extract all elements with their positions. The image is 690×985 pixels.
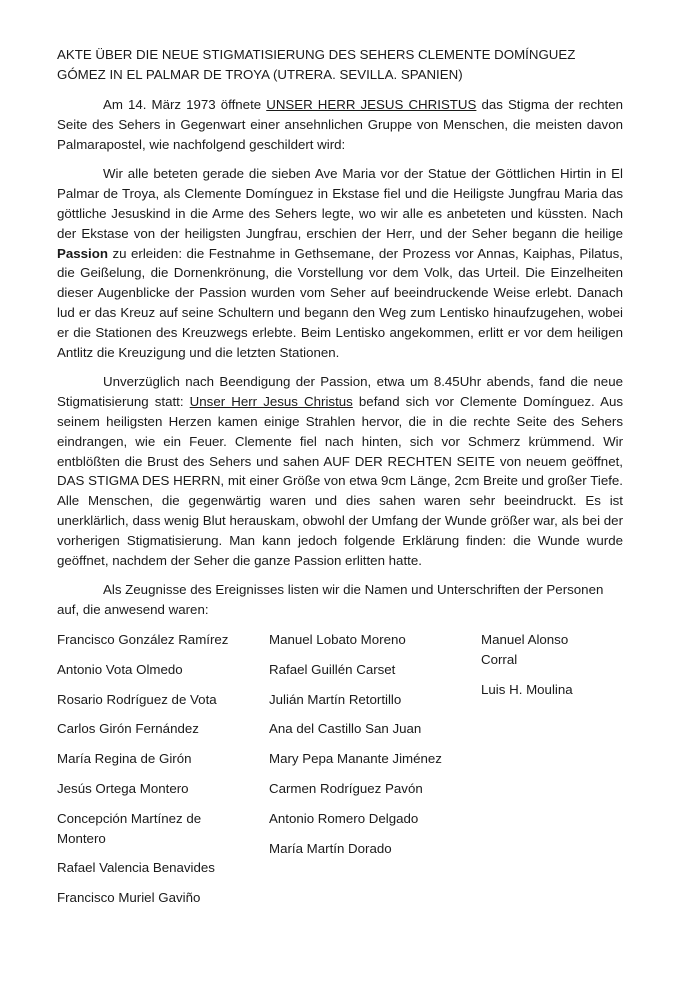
paragraph-1-text-b: das Stigma der rechten Seite des Sehers in Gegenwart einer ansehnlichen Gruppe von Menschen, die meisten davon Palmarapostel, wie nachfolgend geschildert wird: <box>57 97 623 152</box>
witness-name: Antonio Vota Olmedo <box>57 661 183 677</box>
witness-name: Antonio Romero Delgado <box>269 810 419 826</box>
paragraph-4: Als Zeugnisse des Ereignisses listen wir die Namen und Unterschriften der Personen auf, die anwesend waren: <box>57 582 604 618</box>
document-page <box>57 45 623 918</box>
witness-column-1 <box>57 630 269 918</box>
paragraph-1-underlined: UNSER HERR JESUS CHRISTUS <box>266 97 477 112</box>
witness-name: Jesús Ortega Montero <box>57 780 189 796</box>
witness-name: Manuel Lobato Moreno <box>269 631 406 647</box>
document-title: AKTE ÜBER DIE NEUE STIGMATISIERUNG DES SEHERS CLEMENTE DOMÍNGUEZ GÓMEZ IN EL PALMAR DE TROYA (UTRERA. SEVILLA. SPANIEN) <box>57 47 576 82</box>
paragraph-2 <box>57 164 623 362</box>
witness-name: Rafael Valencia Benavides <box>57 860 215 876</box>
paragraph-3 <box>57 372 623 570</box>
witness-name: Manuel Alonso Corral <box>481 631 569 667</box>
witness-name: Mary Pepa Manante Jiménez <box>269 751 442 767</box>
witness-name: María Regina de Girón <box>57 751 192 767</box>
paragraph-1 <box>57 95 623 154</box>
paragraph-2-text-b: zu erleiden: die Festnahme in Gethsemane, der Prozess vor Annas, Kaiphas, Pilatus, die Geißelung, die Dornenkrönung, die Vorstellung vor dem Volk, das Urteil. Die Einzelheiten dieser Augenblicke der Passion wurden vom Seher auf beeindruckende Weise erlebt. Danach lud er das Kreuz auf seine Schultern und begann den Weg zum Lentisko hinaufzugehen, wobei er die Stationen des Kreuzwegs erlebte. Beim Lentisko angekommen, erlitt er vor dem heiligen Antlitz die Kreuzigung und die letzten Stationen. <box>57 245 623 360</box>
witness-name: Carlos Girón Fernández <box>57 721 199 737</box>
witness-name: Ana del Castillo San Juan <box>269 721 422 737</box>
paragraph-2-text-a: Wir alle beteten gerade die sieben Ave Maria vor der Statue der Göttlichen Hirtin in El Palmar de Troya, als Clemente Domínguez in Ekstase fiel und die Heiligste Jungfrau Maria das göttliche Jesuskind in die Arme des Sehers legte, wo wir alle es anbeteten und küssten. Nach der Ekstase von der heiligsten Jungfrau, erschien der Herr, und der Seher begann die heilige <box>57 166 623 241</box>
witness-list <box>57 630 623 918</box>
paragraph-1-text-a: Am 14. März 1973 öffnete <box>103 97 267 112</box>
witness-name: Rosario Rodríguez de Vota <box>57 691 217 707</box>
paragraph-2-bold: Passion <box>57 245 108 261</box>
witness-name: Concepción Martínez de Montero <box>57 810 202 846</box>
witness-name: Carmen Rodríguez Pavón <box>269 780 423 796</box>
witness-column-3 <box>481 630 623 918</box>
witness-name: Luis H. Moulina <box>481 681 573 697</box>
paragraph-3-underlined: Unser Herr Jesus Christus <box>189 394 353 410</box>
witness-name: María Martín Dorado <box>269 840 392 856</box>
witness-column-2 <box>269 630 481 918</box>
paragraph-3-text-b: befand sich vor Clemente Domínguez. Aus seinem heiligsten Herzen kamen einige Strahlen hervor, die in die rechte Seite des Sehers eindrangen, wie ein Feuer. Clemente fiel nach hinten, sich vor Schmerz krümmend. Wir entblößten die Brust des Sehers und sahen AUF DER RECHTEN SEITE von neuem geöffnet, DAS STIGMA DES HERRN, mit einer Größe von etwa 9cm Länge, 2cm Breite und großer Tiefe. Alle Menschen, die gegenwärtig waren und dies sahen waren sehr beeindruckt. Es ist unerklärlich, dass wenig Blut herauskam, obwohl der Umfang der Wunde größer war, als bei der vorherigen Stigmatisierung. Man kann jedoch folgende Erklärung finden: die Wunde wurde geöffnet, nachdem der Seher die ganze Passion erlitten hatte. <box>57 394 623 568</box>
witness-name: Julián Martín Retortillo <box>269 691 402 707</box>
paragraph-3-text-a: Unverzüglich nach Beendigung der Passion, etwa um 8.45Uhr abends, fand die neue Stigmatisierung statt: <box>57 374 623 410</box>
witness-name: Francisco González Ramírez <box>57 631 229 647</box>
witness-name: Rafael Guillén Carset <box>269 661 396 677</box>
witness-name: Francisco Muriel Gaviño <box>57 890 201 906</box>
